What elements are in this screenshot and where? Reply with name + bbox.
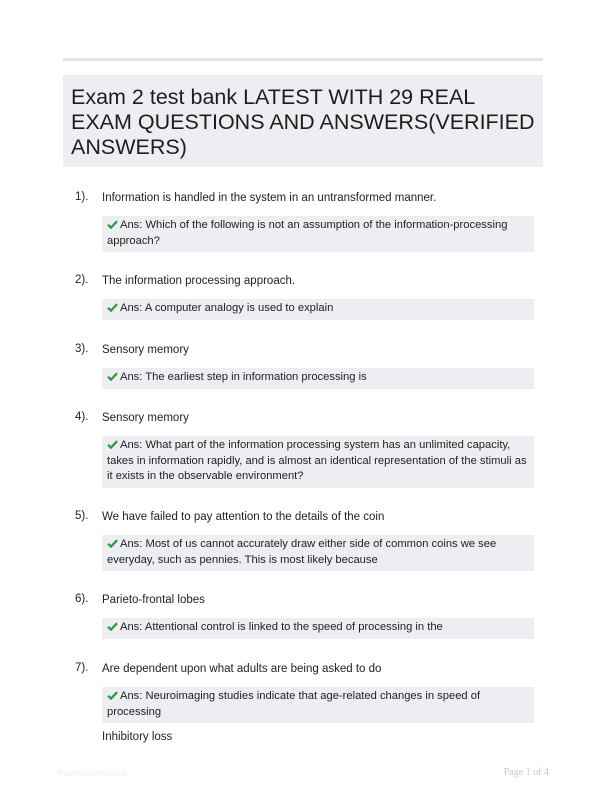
- qa-item: [63, 592, 543, 633]
- trailing-text: Inhibitory loss: [102, 731, 173, 743]
- check-icon: [107, 622, 118, 631]
- question-text: Information is handled in the system in an untransformed manner.: [102, 192, 437, 204]
- qa-item: [63, 342, 543, 383]
- answer-text: Ans: What part of the information processing system has an unlimited capacity, takes in information rapidly, and is almost an identical representation of the stimuli as it exists in the observable environment?: [107, 439, 527, 482]
- qa-item: [63, 410, 543, 482]
- answer-box: [102, 535, 534, 571]
- qa-item: [63, 509, 543, 566]
- question-text: Sensory memory: [102, 412, 189, 424]
- question-number: 1).: [75, 191, 89, 203]
- answer-text: Ans: Which of the following is not an assumption of the information-processing approach?: [107, 219, 508, 247]
- question-text: Sensory memory: [102, 344, 189, 356]
- question-text: We have failed to pay attention to the details of the coin: [102, 511, 385, 523]
- question-number: 6).: [75, 593, 89, 605]
- question-text: Parieto-frontal lobes: [102, 594, 205, 606]
- check-icon: [107, 220, 118, 229]
- qa-item: [63, 661, 543, 718]
- answer-text: Ans: The earliest step in information processing is: [120, 371, 367, 383]
- answer-text: Ans: Neuroimaging studies indicate that age-related changes in speed of processing: [107, 690, 481, 718]
- question-number: 2).: [75, 274, 89, 286]
- check-icon: [107, 303, 118, 312]
- answer-box: [102, 368, 534, 389]
- question-number: 4).: [75, 411, 89, 423]
- top-divider: [63, 58, 543, 61]
- question-number: 5).: [75, 510, 89, 522]
- question-number: 3).: [75, 343, 89, 355]
- title-box: [63, 75, 543, 167]
- check-icon: [107, 440, 118, 449]
- answer-box: [102, 436, 534, 488]
- page-number: Page 1 of 4: [503, 767, 549, 778]
- qa-item: [63, 190, 543, 247]
- question-text: The information processing approach.: [102, 275, 296, 287]
- question-number: 7).: [75, 662, 89, 674]
- answer-box: [102, 687, 534, 723]
- answer-box: [102, 618, 534, 639]
- answer-text: Ans: Attentional control is linked to the speed of processing in the: [120, 621, 443, 633]
- answer-box: [102, 216, 534, 252]
- qa-item: [63, 273, 543, 314]
- answer-text: Ans: A computer analogy is used to explain: [120, 302, 334, 314]
- footer-watermark: PaperStudy.com: [57, 768, 127, 779]
- check-icon: [107, 372, 118, 381]
- question-text: Are dependent upon what adults are being asked to do: [102, 663, 382, 675]
- answer-text: Ans: Most of us cannot accurately draw either side of common coins we see everyday, such as pennies. This is most likely because: [107, 538, 497, 566]
- page-title: Exam 2 test bank LATEST WITH 29 REAL EXAM QUESTIONS AND ANSWERS(VERIFIED ANSWERS): [71, 85, 535, 159]
- check-icon: [107, 539, 118, 548]
- check-icon: [107, 691, 118, 700]
- answer-box: [102, 299, 534, 320]
